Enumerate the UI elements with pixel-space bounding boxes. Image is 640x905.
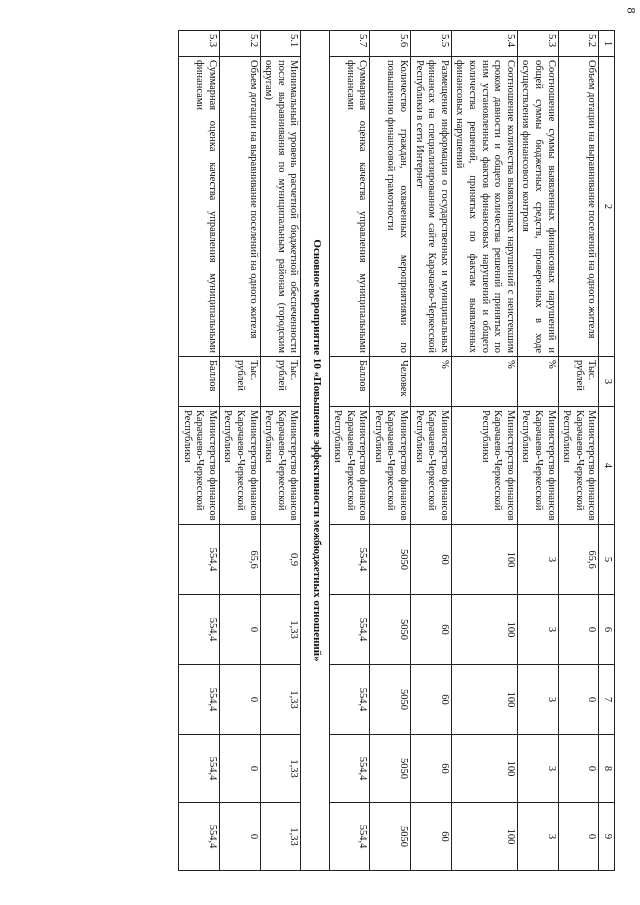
section-title: Основное мероприятие 10 «Повышение эффективности межбюджетных отношений»: [301, 31, 329, 871]
row-number: 5.1: [260, 31, 301, 57]
page-number: 8: [624, 7, 639, 14]
value-col5: 60: [411, 525, 452, 595]
value-col6: 100: [451, 595, 517, 665]
responsible-org: Министерство финансов Карачаево-Черкесской Республики: [411, 407, 452, 525]
value-col6: 5050: [370, 595, 411, 665]
header-cell: 3: [599, 357, 615, 407]
indicator-name: Объем дотации на выравнивание поселений на одного жителя: [558, 57, 599, 357]
value-col6: 554,4: [329, 595, 370, 665]
table-row: [411, 31, 452, 871]
indicator-name: Объем дотации на выравнивание поселений на одного жителя: [219, 57, 260, 357]
header-cell: 6: [599, 595, 615, 665]
table-row: [260, 31, 301, 871]
table-row: [329, 31, 370, 871]
row-number: 5.2: [219, 31, 260, 57]
value-col8: 5050: [370, 735, 411, 803]
value-col9: 100: [451, 803, 517, 871]
row-number: 5.4: [451, 31, 517, 57]
value-col5: 65,6: [219, 525, 260, 595]
responsible-org: Министерство финансов Карачаево-Черкесской Республики: [451, 407, 517, 525]
responsible-org: Министерство финансов Карачаево-Черкесской Республики: [370, 407, 411, 525]
value-col8: 0: [558, 735, 599, 803]
value-col9: 60: [411, 803, 452, 871]
value-col7: 554,4: [329, 665, 370, 735]
value-col7: 5050: [370, 665, 411, 735]
value-col8: 0: [219, 735, 260, 803]
unit: Тыс. рублей: [558, 357, 599, 407]
value-col6: 3: [517, 595, 558, 665]
row-number: 5.6: [370, 31, 411, 57]
value-col9: 1,33: [260, 803, 301, 871]
indicator-name: Суммарная оценка качества управления муниципальными финансами: [329, 57, 370, 357]
value-col7: 100: [451, 665, 517, 735]
unit: Тыс. рублей: [219, 357, 260, 407]
header-cell: 4: [599, 407, 615, 525]
indicator-name: Соотношение суммы выявленных финансовых нарушений и общей суммы бюджетных средств, проверенных в ходе осуществления финансового контроля: [517, 57, 558, 357]
value-col7: 0: [219, 665, 260, 735]
value-col5: 65,6: [558, 525, 599, 595]
value-col5: 5050: [370, 525, 411, 595]
value-col9: 0: [219, 803, 260, 871]
header-cell: 7: [599, 665, 615, 735]
value-col8: 60: [411, 735, 452, 803]
value-col8: 1,33: [260, 735, 301, 803]
value-col6: 1,33: [260, 595, 301, 665]
value-col9: 5050: [370, 803, 411, 871]
value-col5: 554,4: [179, 525, 220, 595]
value-col6: 0: [558, 595, 599, 665]
indicator-name: Размещение информации о государственных и муниципальных финансах на специализированном сайте Карачаево-Черкесской Республики в сети Интернет: [411, 57, 452, 357]
table-row: [558, 31, 599, 871]
row-number: 5.3: [179, 31, 220, 57]
value-col8: 554,4: [179, 735, 220, 803]
row-number: 5.5: [411, 31, 452, 57]
header-row: [599, 31, 615, 871]
value-col6: 60: [411, 595, 452, 665]
header-cell: 9: [599, 803, 615, 871]
unit: Баллов: [179, 357, 220, 407]
unit: %: [451, 357, 517, 407]
value-col8: 100: [451, 735, 517, 803]
value-col7: 1,33: [260, 665, 301, 735]
value-col7: 554,4: [179, 665, 220, 735]
unit: Баллов: [329, 357, 370, 407]
table-row: [179, 31, 220, 871]
responsible-org: Министерство финансов Карачаево-Черкесской Республики: [219, 407, 260, 525]
responsible-org: Министерство финансов Карачаево-Черкесской Республики: [517, 407, 558, 525]
unit: Человек: [370, 357, 411, 407]
value-col7: 0: [558, 665, 599, 735]
value-col9: 554,4: [329, 803, 370, 871]
header-cell: 2: [599, 57, 615, 357]
indicator-name: Суммарная оценка качества управления муниципальными финансами: [179, 57, 220, 357]
responsible-org: Министерство финансов Карачаево-Черкесской Республики: [179, 407, 220, 525]
indicator-name: Минимальный уровень расчетной бюджетной обеспеченности после выравнивания по муниципальным районам (городским округам): [260, 57, 301, 357]
value-col5: 0,9: [260, 525, 301, 595]
value-col8: 3: [517, 735, 558, 803]
unit: %: [517, 357, 558, 407]
value-col6: 554,4: [179, 595, 220, 665]
table-row: [370, 31, 411, 871]
row-number: 5.7: [329, 31, 370, 57]
indicators-table: [178, 30, 615, 871]
rotated-table-sheet: [25, 30, 615, 870]
table-row: [451, 31, 517, 871]
value-col6: 0: [219, 595, 260, 665]
header-cell: 1: [599, 31, 615, 57]
value-col9: 554,4: [179, 803, 220, 871]
responsible-org: Министерство финансов Карачаево-Черкесской Республики: [558, 407, 599, 525]
value-col5: 554,4: [329, 525, 370, 595]
row-number: 5.3: [517, 31, 558, 57]
table-row: [219, 31, 260, 871]
unit: Тыс. рублей: [260, 357, 301, 407]
value-col7: 3: [517, 665, 558, 735]
value-col9: 3: [517, 803, 558, 871]
value-col5: 100: [451, 525, 517, 595]
value-col7: 60: [411, 665, 452, 735]
header-cell: 8: [599, 735, 615, 803]
section-row: [301, 31, 329, 871]
table-row: [517, 31, 558, 871]
value-col5: 3: [517, 525, 558, 595]
indicator-name: Соотношение количества выявленных нарушений с неистекшим сроком давности и общего количества решений принятых по ним установленных фактов финансовых нарушений и общего количества решений, принятых по фактам выявленных финансовых нарушений: [451, 57, 517, 357]
value-col8: 554,4: [329, 735, 370, 803]
unit: %: [411, 357, 452, 407]
responsible-org: Министерство финансов Карачаево-Черкесской Республики: [260, 407, 301, 525]
value-col9: 0: [558, 803, 599, 871]
indicator-name: Количество граждан, охваченных мероприятиями по повышению финансовой грамотности: [370, 57, 411, 357]
row-number: 5.2: [558, 31, 599, 57]
header-cell: 5: [599, 525, 615, 595]
responsible-org: Министерство финансов Карачаево-Черкесской Республики: [329, 407, 370, 525]
